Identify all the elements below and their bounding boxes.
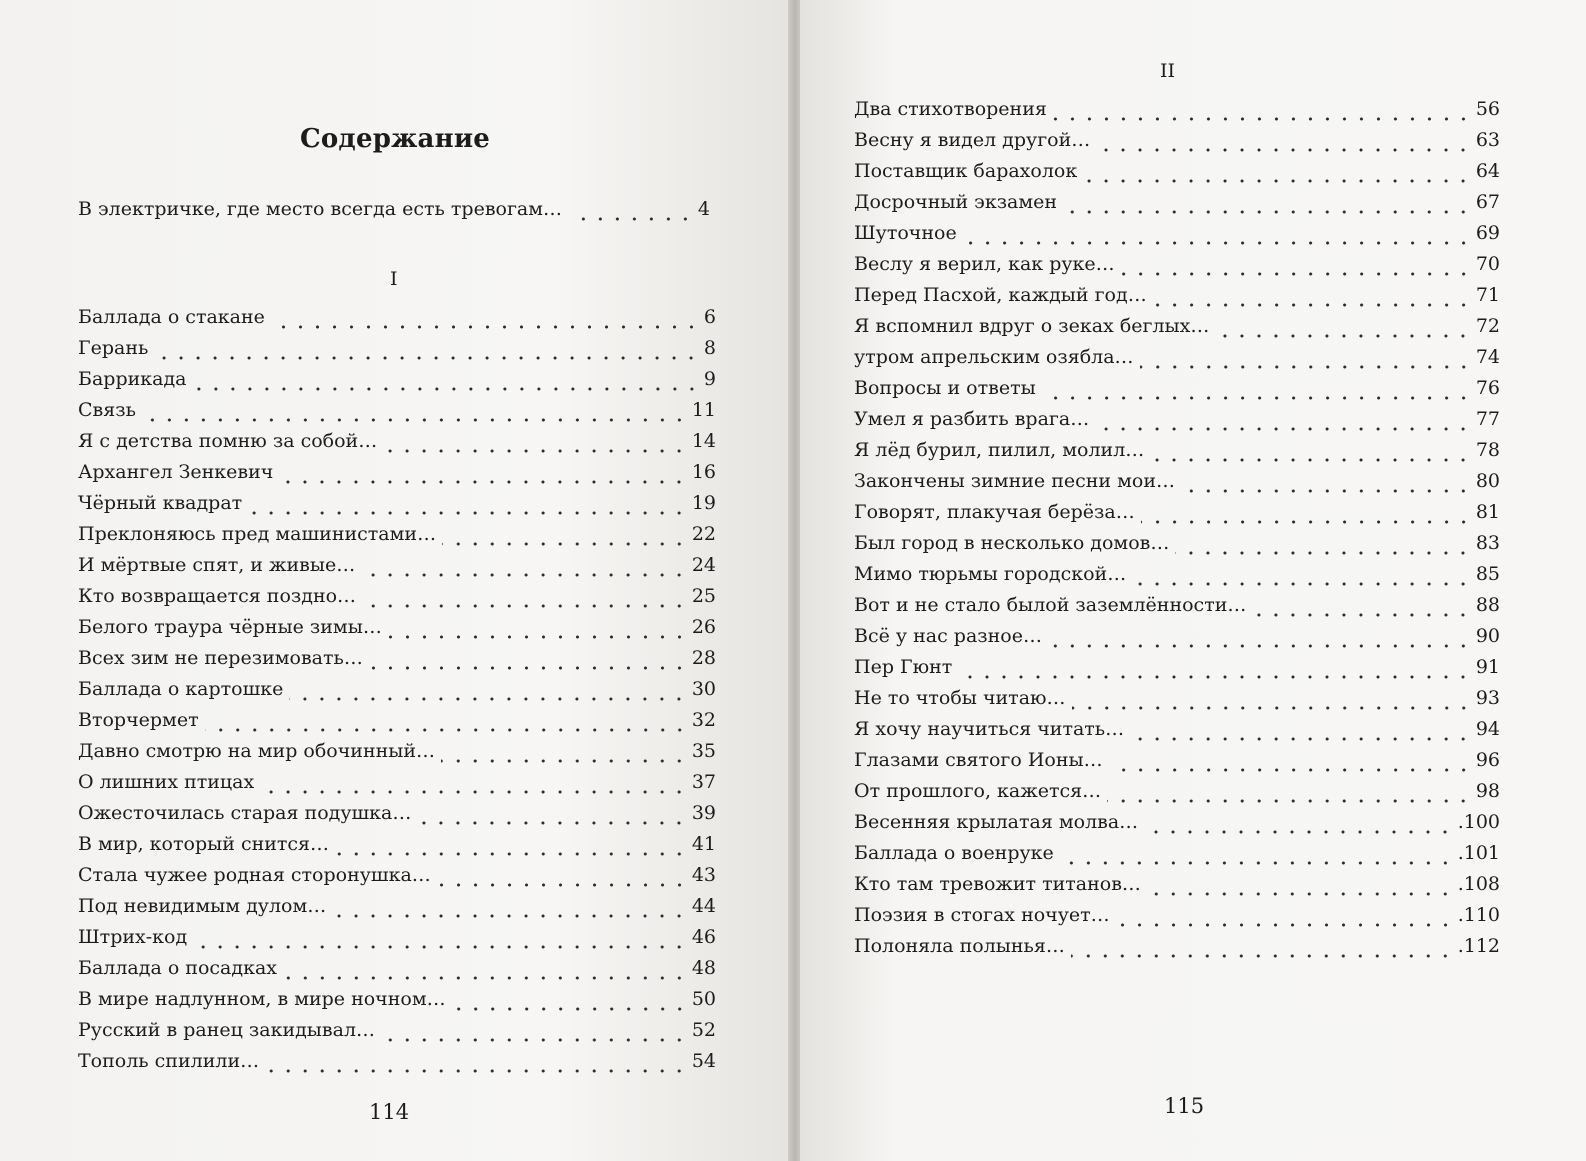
toc-list-section-2 [854,98,1500,966]
toc-entry[interactable] [854,408,1500,439]
toc-entry[interactable] [854,687,1500,718]
dot-leader [1095,426,1472,432]
toc-entry-page: .112 [1457,935,1500,957]
toc-entry-title: О лишних птицах [78,771,255,793]
toc-entry-title: Говорят, плакучая берёза… [854,501,1135,523]
toc-entry[interactable] [854,594,1500,625]
right-page [800,0,1586,1161]
toc-entry[interactable] [854,501,1500,532]
toc-entry[interactable] [78,430,716,461]
toc-entry-page: 72 [1475,315,1500,337]
dot-leader [437,882,688,888]
toc-entry[interactable] [78,306,716,337]
dot-leader [1130,736,1472,742]
toc-entry-title: Связь [78,399,136,421]
left-page [0,0,790,1161]
dot-leader [205,727,688,733]
toc-entry-page: 32 [691,709,716,731]
toc-entry-title: Всех зим не перезимовать… [78,647,363,669]
toc-entry-page: 83 [1475,532,1500,554]
toc-entry[interactable] [854,160,1500,191]
dot-leader [1083,178,1472,184]
toc-entry-title: Закончены зимние песни мои… [854,470,1175,492]
toc-entry-title: От прошлого, кажется… [854,780,1102,802]
toc-entry-page: 76 [1475,377,1500,399]
toc-entry[interactable] [854,718,1500,749]
toc-entry-title: Весну я видел другой… [854,129,1091,151]
dot-leader [1181,488,1472,494]
toc-entry[interactable] [78,554,716,585]
toc-entry[interactable] [854,222,1500,253]
toc-entry-title: Не то чтобы читаю… [854,687,1066,709]
dot-leader [193,386,700,392]
toc-entry-title: Я вспомнил вдруг о зеках беглых… [854,315,1210,337]
dot-leader [963,240,1472,246]
toc-entry[interactable] [854,191,1500,222]
toc-entry[interactable] [78,1019,716,1050]
toc-entry-page: 35 [691,740,716,762]
toc-entry-title: Русский в ранец закидывал… [78,1019,376,1041]
toc-entry-page: 63 [1475,129,1500,151]
toc-entry-title: Полоняла полынья… [854,935,1065,957]
toc-entry-title: Баллада о стакане [78,306,265,328]
toc-entry-title: Веслу я верил, как руке… [854,253,1115,275]
dot-leader [1144,829,1454,835]
toc-entry-title: Вопросы и ответы [854,377,1036,399]
toc-entry-title: Поэзия в стогах ночует… [854,904,1110,926]
dot-leader [452,1006,688,1012]
dot-leader [383,448,688,454]
toc-entry-title: Вторчермет [78,709,199,731]
toc-entry-title: Штрих-код [78,926,188,948]
dot-leader [417,820,687,826]
toc-entry-title: Преклоняюсь пред машинистами… [78,523,437,545]
toc-entry-title: Глазами святого Ионы… [854,749,1103,771]
toc-entry-page: 39 [691,802,716,824]
toc-entry-page: 52 [691,1019,716,1041]
toc-entry[interactable] [78,585,716,616]
dot-leader [1072,705,1472,711]
toc-entry-page: 69 [1475,222,1500,244]
dot-leader [958,674,1472,680]
toc-entry-page: 46 [691,926,716,948]
toc-entry-page: 81 [1475,501,1500,523]
toc-entry[interactable] [854,656,1500,687]
dot-leader [271,324,700,330]
toc-entry[interactable] [854,129,1500,160]
toc-entry[interactable] [854,284,1500,315]
dot-leader [142,417,688,423]
dot-leader [1109,767,1472,773]
page-number-left: 114 [369,1100,410,1124]
toc-entry[interactable] [78,926,716,957]
toc-entry[interactable] [854,842,1500,873]
toc-entry-page: 93 [1475,687,1500,709]
toc-entry-title: Шуточное [854,222,957,244]
toc-entry[interactable] [78,895,716,926]
dot-leader [361,572,688,578]
toc-entry-page: 48 [691,957,716,979]
dot-leader [1141,519,1472,525]
toc-entry[interactable] [854,315,1500,346]
toc-entry-page: .100 [1457,811,1500,833]
toc-entry-title: Умел я разбить врага… [854,408,1090,430]
dot-leader [335,851,688,857]
toc-entry-page: 70 [1475,253,1500,275]
toc-entry-title: утром апрельским озябла… [854,346,1134,368]
toc-entry[interactable] [78,399,716,430]
dot-leader [381,1037,688,1043]
section-label-1: I [390,268,398,290]
toc-entry-page: 74 [1475,346,1500,368]
dot-leader [1153,302,1472,308]
dot-leader [1150,457,1472,463]
toc-entry-page: .108 [1457,873,1500,895]
toc-entry-page: .101 [1457,842,1500,864]
toc-entry[interactable] [78,709,716,740]
toc-entry-page: 28 [691,647,716,669]
toc-entry-page: 71 [1475,284,1500,306]
toc-entry-title: Белого траура чёрные зимы… [78,616,382,638]
toc-entry-page: 9 [703,368,716,390]
toc-entry-page: 22 [691,523,716,545]
toc-entry-page: 78 [1475,439,1500,461]
toc-entry[interactable] [854,470,1500,501]
dot-leader [1053,116,1472,122]
toc-entry-page: 98 [1475,780,1500,802]
toc-entry[interactable] [854,780,1500,811]
toc-entry-page: 4 [697,198,710,220]
toc-entry-title: Герань [78,337,149,359]
toc-entry[interactable] [854,439,1500,470]
toc-entry-title: Я хочу научиться читать… [854,718,1125,740]
toc-entry-title: Мимо тюрьмы городской… [854,563,1127,585]
toc-entry-page: 67 [1475,191,1500,213]
toc-entry-page: 37 [691,771,716,793]
toc-entry-title: Баллада о посадках [78,957,277,979]
toc-entry-page: 94 [1475,718,1500,740]
toc-entry-title: И мёртвые спят, и живые… [78,554,356,576]
dot-leader [265,1068,688,1074]
toc-entry[interactable] [854,346,1500,377]
toc-entry[interactable] [854,625,1500,656]
toc-entry-title: Весенняя крылатая молва… [854,811,1139,833]
toc-entry[interactable] [78,492,716,523]
toc-entry[interactable] [78,647,716,678]
dot-leader [1116,922,1454,928]
dot-leader [1107,798,1472,804]
toc-entry[interactable] [78,368,716,399]
dot-leader [260,789,688,795]
dot-leader [1060,860,1454,866]
toc-entry-page: 16 [691,461,716,483]
dot-leader [1063,209,1472,215]
toc-entry[interactable] [78,771,716,802]
dot-leader [289,696,687,702]
toc-entry[interactable] [78,957,716,988]
toc-entry[interactable] [78,678,716,709]
toc-entry-title: Я с детства помню за собой… [78,430,378,452]
toc-entry-title: Тополь спилили… [78,1050,260,1072]
toc-entry[interactable] [78,198,710,229]
dot-leader [388,634,688,640]
toc-entry-page: 44 [691,895,716,917]
toc-entry[interactable] [854,98,1500,129]
toc-entry-title: Перед Пасхой, каждый год… [854,284,1147,306]
dot-leader [279,479,687,485]
page-number-right: 115 [1164,1094,1205,1118]
toc-entry-title: Всё у нас разное… [854,625,1042,647]
toc-entry-page: 11 [691,399,716,421]
toc-entry-page: 41 [691,833,716,855]
dot-leader [193,944,688,950]
toc-entry-page: 91 [1475,656,1500,678]
toc-entry-page: .110 [1457,904,1500,926]
contents-heading: Содержание [300,124,491,154]
toc-entry-page: 85 [1475,563,1500,585]
toc-list-section-1 [78,306,716,1081]
toc-entry-title: Пер Гюнт [854,656,953,678]
dot-leader [568,216,694,222]
toc-entry[interactable] [78,802,716,833]
toc-entry-page: 6 [703,306,716,328]
toc-entry[interactable] [854,811,1500,842]
toc-entry-page: 56 [1475,98,1500,120]
toc-entry-title: Архангел Зенкевич [78,461,274,483]
toc-entry[interactable] [78,523,716,554]
toc-entry[interactable] [854,532,1500,563]
intro-list [78,198,710,229]
toc-entry-title: Ожесточилась старая подушка… [78,802,412,824]
toc-entry-page: 96 [1475,749,1500,771]
toc-entry[interactable] [854,935,1500,966]
dot-leader [1042,395,1472,401]
dot-leader [154,355,700,361]
toc-entry-page: 26 [691,616,716,638]
dot-leader [1147,891,1454,897]
toc-entry-title: Два стихотворения [854,98,1047,120]
toc-entry[interactable] [78,461,716,492]
dot-leader [1140,364,1472,370]
toc-entry-title: Стала чужее родная сторонушка… [78,864,431,886]
toc-entry-page: 30 [691,678,716,700]
toc-entry[interactable] [854,749,1500,780]
toc-entry-title: В электричке, где место всегда есть тревогам… [78,198,563,220]
toc-entry[interactable] [854,253,1500,284]
toc-entry[interactable] [78,988,716,1019]
dot-leader [362,603,688,609]
toc-entry-page: 19 [691,492,716,514]
toc-entry[interactable] [854,377,1500,408]
toc-entry-title: Давно смотрю на мир обочинный… [78,740,436,762]
toc-entry[interactable] [78,864,716,895]
dot-leader [1096,147,1472,153]
toc-entry-page: 90 [1475,625,1500,647]
toc-entry-title: Я лёд бурил, пилил, молил… [854,439,1145,461]
toc-entry-page: 50 [691,988,716,1010]
toc-entry[interactable] [78,616,716,647]
toc-entry-title: Вот и не стало былой заземлённости… [854,594,1247,616]
toc-entry-title: Досрочный экзамен [854,191,1058,213]
dot-leader [248,510,688,516]
toc-entry-page: 80 [1475,470,1500,492]
toc-entry-page: 14 [691,430,716,452]
dot-leader [369,665,688,671]
toc-entry-page: 64 [1475,160,1500,182]
toc-entry-page: 88 [1475,594,1500,616]
dot-leader [441,758,688,764]
dot-leader [283,975,688,981]
section-label-2: II [1160,60,1176,82]
toc-entry-title: Кто там тревожит титанов… [854,873,1141,895]
dot-leader [1132,581,1472,587]
toc-entry-title: Баллада о картошке [78,678,284,700]
toc-entry-title: В мир, который снится… [78,833,330,855]
toc-entry-title: Под невидимым дулом… [78,895,327,917]
dot-leader [442,541,688,547]
dot-leader [1175,550,1471,556]
toc-entry[interactable] [854,873,1500,904]
toc-entry-title: Поставщик барахолок [854,160,1078,182]
toc-entry-title: Был город в несколько домов… [854,532,1170,554]
toc-entry-page: 43 [691,864,716,886]
toc-entry[interactable] [854,563,1500,594]
dot-leader [1252,612,1471,618]
dot-leader [1048,643,1472,649]
toc-entry-title: В мире надлунном, в мире ночном… [78,988,446,1010]
toc-entry-title: Чёрный квадрат [78,492,243,514]
toc-entry-page: 25 [691,585,716,607]
toc-entry[interactable] [78,1050,716,1081]
toc-entry-title: Баррикада [78,368,187,390]
dot-leader [332,913,688,919]
toc-entry-title: Кто возвращается поздно… [78,585,357,607]
toc-entry-page: 8 [703,337,716,359]
toc-entry[interactable] [78,740,716,771]
toc-entry[interactable] [78,833,716,864]
toc-entry-title: Баллада о военруке [854,842,1054,864]
dot-leader [1215,333,1471,339]
toc-entry-page: 77 [1475,408,1500,430]
toc-entry-page: 54 [691,1050,716,1072]
toc-entry[interactable] [78,337,716,368]
dot-leader [1121,271,1472,277]
dot-leader [1071,953,1454,959]
toc-entry-page: 24 [691,554,716,576]
toc-entry[interactable] [854,904,1500,935]
